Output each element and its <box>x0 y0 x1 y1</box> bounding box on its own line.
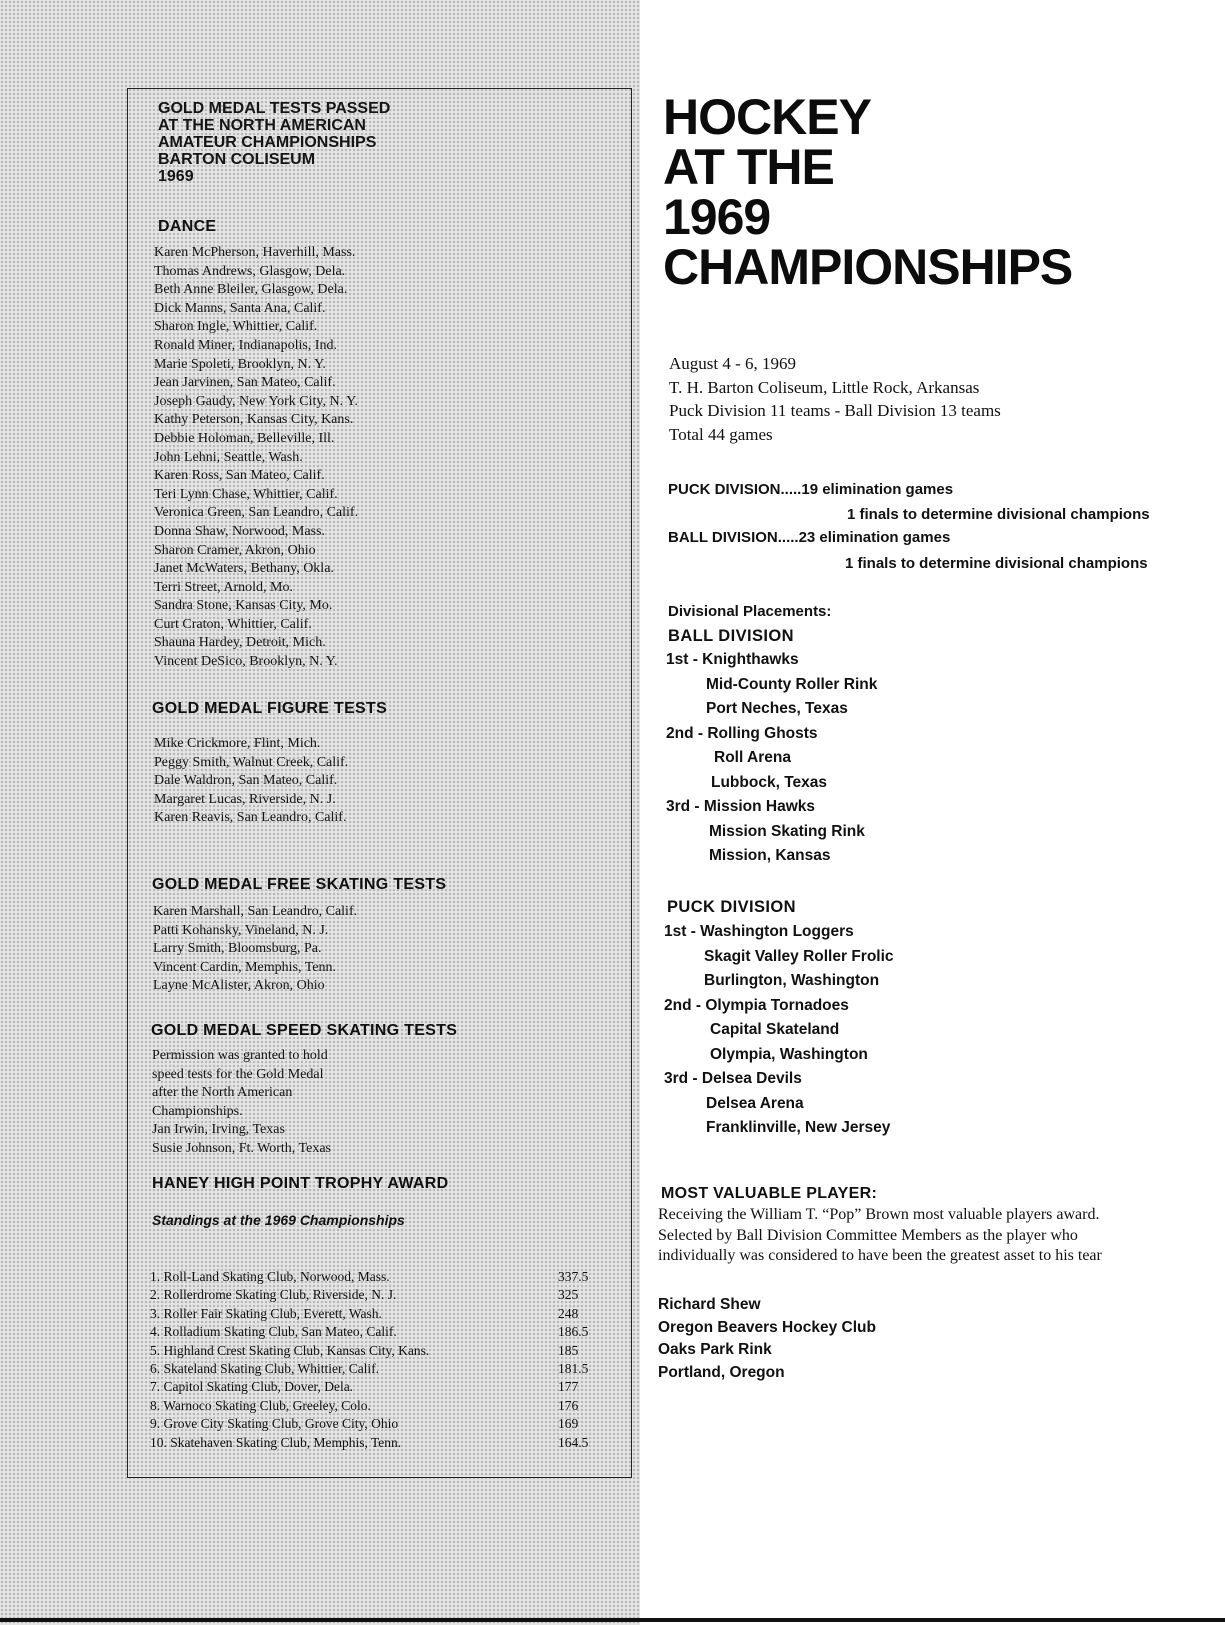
text-line: after the North American <box>152 1085 293 1101</box>
speed-text <box>152 1047 331 1159</box>
placement-line: Port Neches, Texas <box>706 700 848 717</box>
puck-division-heading: PUCK DIVISION <box>667 898 796 916</box>
club-points: 181.5 <box>558 1361 589 1377</box>
club-points: 176 <box>558 1397 579 1413</box>
list-item: Curt Craton, Whittier, Calif. <box>154 616 312 632</box>
info-line: Total 44 games <box>669 424 773 444</box>
mvp-name-line: Richard Shew <box>658 1296 761 1313</box>
placement-line: Mid-County Roller Rink <box>706 675 878 693</box>
list-item: Patti Kohansky, Vineland, N. J. <box>153 922 329 938</box>
text-line: Jan Irwin, Irving, Texas <box>152 1122 285 1138</box>
placements-heading: Divisional Placements: <box>668 603 832 620</box>
free-list <box>153 903 357 996</box>
placement-line: 1st - Knighthawks <box>666 651 799 668</box>
list-item: Dale Waldron, San Mateo, Calif. <box>154 773 338 789</box>
mvp-name-line: Oregon Beavers Hockey Club <box>658 1318 876 1336</box>
list-item: Peggy Smith, Walnut Creek, Calif. <box>154 754 349 770</box>
dance-heading: DANCE <box>158 218 217 235</box>
club-points: 337.5 <box>558 1269 589 1284</box>
club-points: 185 <box>558 1342 579 1358</box>
haney-heading: HANEY HIGH POINT TROPHY AWARD <box>152 1175 449 1192</box>
table-row <box>150 1323 600 1341</box>
standings-table <box>150 1268 600 1452</box>
info-line: Puck Division 11 teams - Ball Division 13 teams <box>669 401 1001 420</box>
list-item: Veronica Green, San Leandro, Calif. <box>154 505 359 521</box>
placement-line: 2nd - Olympia Tornadoes <box>664 996 849 1014</box>
figure-list <box>154 735 348 828</box>
list-item: Karen Marshall, San Leandro, Calif. <box>153 904 358 919</box>
table-row <box>150 1434 600 1452</box>
table-row <box>150 1342 600 1360</box>
puck-summary <box>668 481 953 498</box>
list-item: Beth Anne Bleiler, Glasgow, Dela. <box>154 282 348 298</box>
box-title-line: GOLD MEDAL TESTS PASSED <box>158 100 391 117</box>
table-row <box>150 1397 600 1415</box>
puck-summary-games: .....19 elimination games <box>780 481 954 498</box>
title-line: AT THE <box>663 139 834 195</box>
page-title <box>663 89 1073 295</box>
club-points: 169 <box>558 1416 579 1432</box>
list-item: Vincent Cardin, Memphis, Tenn. <box>153 959 337 975</box>
ball-summary <box>668 529 950 546</box>
title-line: 1969 <box>663 189 771 245</box>
placement-line: Skagit Valley Roller Frolic <box>704 947 894 965</box>
list-item: Janet McWaters, Bethany, Okla. <box>154 561 334 577</box>
list-item: Marie Spoleti, Brooklyn, N. Y. <box>154 356 326 372</box>
mvp-name-line: Portland, Oregon <box>658 1363 785 1381</box>
placement-line: Mission Skating Rink <box>709 822 865 840</box>
mvp-heading: MOST VALUABLE PLAYER: <box>661 1185 878 1202</box>
table-row <box>150 1305 600 1323</box>
list-item: Margaret Lucas, Riverside, N. J. <box>154 791 336 807</box>
mvp-text-line: Receiving the William T. “Pop” Brown most valuable players award. <box>658 1206 1100 1223</box>
title-line: CHAMPIONSHIPS <box>663 239 1073 295</box>
title-line: HOCKEY <box>663 89 871 145</box>
placement-line: Mission, Kansas <box>709 847 831 864</box>
list-item: Sharon Cramer, Akron, Ohio <box>154 542 316 558</box>
ball-division-heading: BALL DIVISION <box>668 627 794 645</box>
list-item: Ronald Miner, Indianapolis, Ind. <box>154 337 337 353</box>
list-item: Joseph Gaudy, New York City, N. Y. <box>154 393 358 409</box>
text-line: speed tests for the Gold Medal <box>152 1066 324 1082</box>
text-line: Susie Johnson, Ft. Worth, Texas <box>152 1140 331 1156</box>
mvp-description <box>658 1205 1102 1267</box>
mvp-text-line: individually was considered to have been the greatest asset to his tear <box>658 1247 1102 1264</box>
ball-summary-finals: 1 finals to determine divisional champions <box>845 555 1148 572</box>
list-item: Teri Lynn Chase, Whittier, Calif. <box>154 486 338 502</box>
list-item: Shauna Hardey, Detroit, Mich. <box>154 635 326 651</box>
list-item: Sandra Stone, Kansas City, Mo. <box>154 598 333 614</box>
placement-line: 1st - Washington Loggers <box>664 923 854 940</box>
list-item: Dick Manns, Santa Ana, Calif. <box>154 300 326 316</box>
list-item: Sharon Ingle, Whittier, Calif. <box>154 319 318 335</box>
club-points: 325 <box>558 1287 579 1303</box>
ball-placements <box>666 648 877 869</box>
text-line: Championships. <box>152 1103 243 1119</box>
box-title-line: AMATEUR CHAMPIONSHIPS <box>158 134 377 151</box>
puck-placements <box>664 920 894 1141</box>
club-name: 10. Skatehaven Skating Club, Memphis, Tenn. <box>150 1434 402 1450</box>
club-points: 186.5 <box>558 1324 589 1340</box>
list-item: Layne McAlister, Akron, Ohio <box>153 978 325 994</box>
standings-subheading: Standings at the 1969 Championships <box>152 1212 405 1228</box>
placement-line: 2nd - Rolling Ghosts <box>666 724 818 742</box>
box-title <box>158 100 390 185</box>
club-name: 3. Roller Fair Skating Club, Everett, Wash. <box>150 1305 382 1321</box>
list-item: Karen Reavis, San Leandro, Calif. <box>154 810 347 826</box>
list-item: Karen McPherson, Haverhill, Mass. <box>154 245 356 260</box>
ball-summary-games: .....23 elimination games <box>777 529 951 546</box>
table-row <box>150 1360 600 1378</box>
figure-heading: GOLD MEDAL FIGURE TESTS <box>152 700 388 717</box>
club-name: 8. Warnoco Skating Club, Greeley, Colo. <box>150 1397 371 1413</box>
club-name: 9. Grove City Skating Club, Grove City, Ohio <box>150 1416 399 1432</box>
club-name: 4. Rolladium Skating Club, San Mateo, Calif. <box>150 1324 397 1340</box>
placement-line: 3rd - Delsea Devils <box>664 1070 802 1087</box>
list-item: Larry Smith, Bloomsburg, Pa. <box>153 941 322 957</box>
list-item: Kathy Peterson, Kansas City, Kans. <box>154 412 354 428</box>
placement-line: Lubbock, Texas <box>711 773 827 791</box>
list-item: Donna Shaw, Norwood, Mass. <box>154 523 325 539</box>
mvp-name-line: Oaks Park Rink <box>658 1341 772 1358</box>
table-row <box>150 1268 600 1286</box>
list-item: Vincent DeSico, Brooklyn, N. Y. <box>154 654 338 670</box>
club-points: 177 <box>558 1379 579 1395</box>
box-title-line: AT THE NORTH AMERICAN <box>158 117 366 134</box>
placement-line: Olympia, Washington <box>710 1045 868 1063</box>
ball-summary-label: BALL DIVISION <box>668 529 778 546</box>
box-title-line: BARTON COLISEUM <box>158 151 316 168</box>
box-title-line: 1969 <box>158 168 194 185</box>
placement-line: Roll Arena <box>714 749 791 766</box>
placement-line: Delsea Arena <box>706 1094 804 1112</box>
table-row <box>150 1378 600 1396</box>
club-name: 6. Skateland Skating Club, Whittier, Calif. <box>150 1361 380 1377</box>
table-row <box>150 1286 600 1304</box>
list-item: Terri Street, Arnold, Mo. <box>154 579 293 595</box>
info-line: August 4 - 6, 1969 <box>669 354 797 373</box>
list-item: Karen Ross, San Mateo, Calif. <box>154 468 325 484</box>
club-name: 1. Roll-Land Skating Club, Norwood, Mass. <box>150 1269 390 1284</box>
placement-line: Franklinville, New Jersey <box>706 1119 891 1136</box>
club-points: 164.5 <box>558 1434 589 1450</box>
free-heading: GOLD MEDAL FREE SKATING TESTS <box>152 876 447 893</box>
list-item: Thomas Andrews, Glasgow, Dela. <box>154 263 346 279</box>
event-info <box>669 352 1001 446</box>
club-name: 7. Capitol Skating Club, Dover, Dela. <box>150 1379 354 1395</box>
list-item: Debbie Holoman, Belleville, Ill. <box>154 430 335 446</box>
club-name: 5. Highland Crest Skating Club, Kansas City, Kans. <box>150 1342 430 1358</box>
table-row <box>150 1415 600 1433</box>
placement-line: Capital Skateland <box>710 1021 840 1038</box>
placement-line: 3rd - Mission Hawks <box>666 798 816 815</box>
placement-line: Burlington, Washington <box>704 972 880 989</box>
list-item: Mike Crickmore, Flint, Mich. <box>154 736 321 751</box>
text-line: Permission was granted to hold <box>152 1048 328 1063</box>
club-name: 2. Rollerdrome Skating Club, Riverside, N. J. <box>150 1287 397 1303</box>
mvp-recipient <box>658 1294 876 1384</box>
dance-list <box>154 244 358 672</box>
bottom-rule <box>0 1618 1225 1622</box>
list-item: Jean Jarvinen, San Mateo, Calif. <box>154 375 336 391</box>
mvp-text-line: Selected by Ball Division Committee Members as the player who <box>658 1226 1078 1244</box>
puck-summary-finals: 1 finals to determine divisional champions <box>847 506 1150 523</box>
club-points: 248 <box>558 1305 579 1321</box>
speed-heading: GOLD MEDAL SPEED SKATING TESTS <box>151 1022 458 1039</box>
info-line: T. H. Barton Coliseum, Little Rock, Arkansas <box>669 377 980 397</box>
list-item: John Lehni, Seattle, Wash. <box>154 449 303 465</box>
puck-summary-label: PUCK DIVISION <box>668 481 781 498</box>
